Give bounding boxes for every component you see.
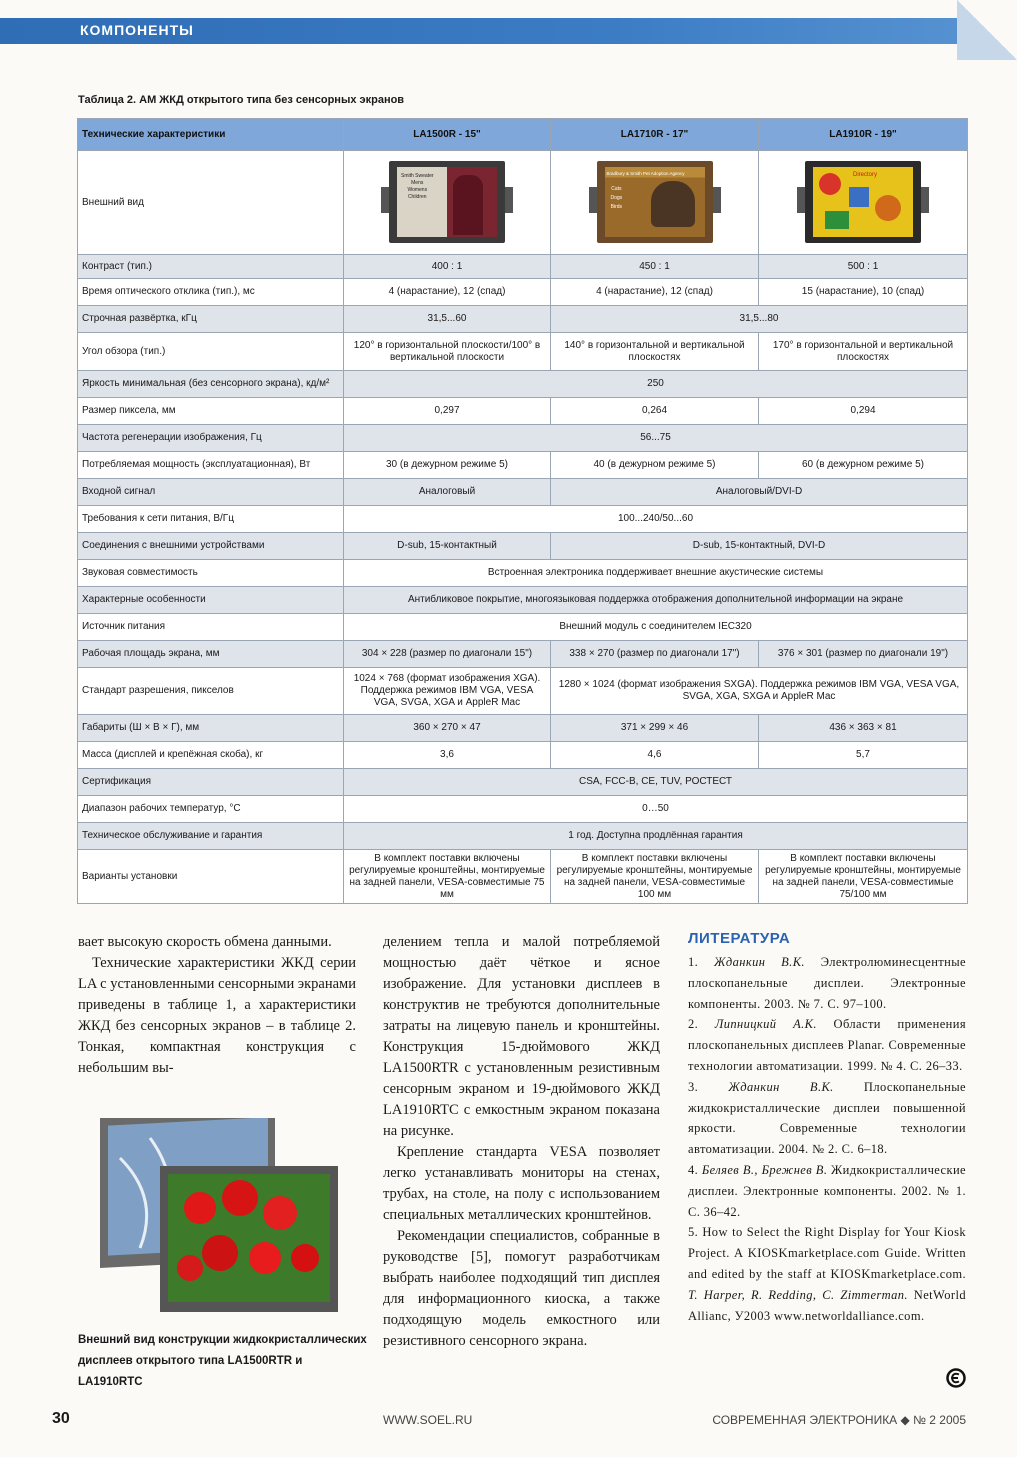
table-cell: 100...240/50...60 [344, 506, 968, 533]
journal-logo-icon [946, 1368, 966, 1388]
row-label: Строчная развёртка, кГц [78, 306, 344, 333]
table-cell: 0,264 [551, 398, 759, 425]
row-label: Масса (дисплей и крепёжная скоба), кг [78, 742, 344, 769]
table-cell: CSA, FCC-B, CE, TUV, РОСТЕСТ [344, 769, 968, 796]
table-row [78, 452, 968, 479]
row-label: Соединения с внешними устройствами [78, 533, 344, 560]
table-cell: 170° в горизонтальной и вертикальной плоскостях [759, 333, 968, 371]
product-image-la1910r: Directory [759, 151, 968, 255]
row-label: Источник питания [78, 614, 344, 641]
table-row [78, 279, 968, 306]
table-cell: 30 (в дежурном режиме 5) [344, 452, 551, 479]
table-row [78, 587, 968, 614]
table-cell: 5,7 [759, 742, 968, 769]
text-column-2 [383, 932, 660, 1352]
reference-item: 2. Липницкий А.К. Области применения плоскопанельных дисплеев Planar. Современные технологии автоматизации. 1999. № 4. С. 26–33. [688, 1017, 966, 1073]
table-cell: 1 год. Доступна продлённая гарантия [344, 823, 968, 850]
table-cell: 40 (в дежурном режиме 5) [551, 452, 759, 479]
table-cell: 4,6 [551, 742, 759, 769]
table-row [78, 255, 968, 279]
table-row [78, 506, 968, 533]
section-title: КОМПОНЕНТЫ [80, 22, 194, 38]
row-label: Требования к сети питания, В/Гц [78, 506, 344, 533]
table-row [78, 850, 968, 904]
row-label: Потребляемая мощность (эксплуатационная), Вт [78, 452, 344, 479]
table-cell: 140° в горизонтальной и вертикальной плоскостях [551, 333, 759, 371]
table-cell: 120° в горизонтальной плоскости/100° в вертикальной плоскости [344, 333, 551, 371]
table-row [78, 425, 968, 452]
table-header-row [78, 119, 968, 151]
table-row [78, 614, 968, 641]
table-title: Таблица 2. АМ ЖКД открытого типа без сенсорных экранов [78, 94, 405, 106]
table-cell: 376 × 301 (размер по диагонали 19") [759, 641, 968, 668]
product-image-la1710r: Bradbury & Smith Pet Adoption Agency Cats Dogs Birds [551, 151, 759, 255]
table-row [78, 796, 968, 823]
header-cell: LA1500R - 15" [344, 119, 551, 151]
footer-journal: СОВРЕМЕННАЯ ЭЛЕКТРОНИКА ◆ № 2 2005 [712, 1413, 966, 1427]
row-label: Размер пиксела, мм [78, 398, 344, 425]
row-label: Внешний вид [78, 151, 344, 255]
table-row [78, 823, 968, 850]
table-cell: 371 × 299 × 46 [551, 715, 759, 742]
header-cell: LA1710R - 17" [551, 119, 759, 151]
header-cell: Технические характеристики [78, 119, 344, 151]
table-cell: 400 : 1 [344, 255, 551, 279]
text-column-1 [78, 932, 356, 1079]
reference-item: 4. Беляев В., Брежнев В. Жидкокристаллические дисплеи. Электронные компоненты. 2002. № 1. С. 36–42. [688, 1162, 967, 1219]
paragraph: Рекомендации специалистов, собранные в руководстве [5], помогут разработчикам выбрать наиболее подходящий тип дисплея для информационного киоска, а также подходящую модель емкостного или резистивного сенсорного экрана. [383, 1228, 660, 1349]
row-label: Звуковая совместимость [78, 560, 344, 587]
paragraph: вает высокую скорость обмена данными. [78, 934, 332, 950]
table-row [78, 560, 968, 587]
table-cell: 15 (нарастание), 10 (спад) [759, 279, 968, 306]
table-cell: Аналоговый/DVI-D [551, 479, 968, 506]
section-header [0, 18, 1017, 44]
table-cell: 56...75 [344, 425, 968, 452]
table-cell: Аналоговый [344, 479, 551, 506]
table-cell: 4 (нарастание), 12 (спад) [551, 279, 759, 306]
table-cell: В комплект поставки включены регулируемые кронштейны, монтируемые на задней панели, VESA-совместимые 100 мм [551, 850, 759, 904]
table-cell: 60 (в дежурном режиме 5) [759, 452, 968, 479]
table-cell: 31,5...60 [344, 306, 551, 333]
table-cell: Антибликовое покрытие, многоязыковая поддержка отображения дополнительной информации на экране [344, 587, 968, 614]
reference-item: 5. How to Select the Right Display for Your Kiosk Project. A KIOSKmarketplace.com Guide. Written and edited by the staff at KIOSKmarketplace.com. T. Harper, R. Redding, C. Zimmerman. NetWorld Allianc, У2003 www.networldalliance.com. [688, 1225, 966, 1323]
table-row [78, 533, 968, 560]
paragraph: Крепление стандарта VESA позволяет легко устанавливать мониторы на стенах, трубах, на столе, на полу с использованием специальных металлических кронштейнов. [383, 1144, 660, 1223]
table-row [78, 668, 968, 715]
table-row [78, 742, 968, 769]
row-label: Габариты (Ш × В × Г), мм [78, 715, 344, 742]
spec-table [77, 118, 968, 904]
table-row [78, 306, 968, 333]
table-cell: 360 × 270 × 47 [344, 715, 551, 742]
row-label: Входной сигнал [78, 479, 344, 506]
table-cell: 1024 × 768 (формат изображения XGA). Поддержка режимов IBM VGA, VESA VGA, SVGA, XGA и AppleR Mac [344, 668, 551, 715]
table-row [78, 398, 968, 425]
lcd-photo [100, 1118, 340, 1318]
row-label: Рабочая площадь экрана, мм [78, 641, 344, 668]
literature-title: ЛИТЕРАТУРА [688, 930, 791, 947]
paragraph: делением тепла и малой потребляемой мощностью даёт чёткое и ясное изображение. Для установки дисплеев в конструктив не требуются дополнительные затраты на лицевую панель и кронштейны. Конструкция 15-дюймового ЖКД LA1500RTR с установленным резистивным сенсорным экраном и 19-дюймового ЖКД LA1910RTC с емкостным экраном показана на рисунке. [383, 934, 660, 1139]
row-label: Контраст (тип.) [78, 255, 344, 279]
row-label: Частота регенерации изображения, Гц [78, 425, 344, 452]
table-row [78, 641, 968, 668]
table-cell: 0,294 [759, 398, 968, 425]
product-image-la1500r: Smith Sweater Mens Womens Children [344, 151, 551, 255]
table-cell: 0,297 [344, 398, 551, 425]
literature-list [688, 952, 966, 1326]
table-cell: 0…50 [344, 796, 968, 823]
row-label: Стандарт разрешения, пикселов [78, 668, 344, 715]
table-cell: Внешний модуль с соединителем IEC320 [344, 614, 968, 641]
header-cell: LA1910R - 19" [759, 119, 968, 151]
table-cell: 3,6 [344, 742, 551, 769]
table-cell: 450 : 1 [551, 255, 759, 279]
row-label: Время оптического отклика (тип.), мс [78, 279, 344, 306]
table-cell: 31,5...80 [551, 306, 968, 333]
table-row [78, 715, 968, 742]
row-label: Варианты установки [78, 850, 344, 904]
table-row [78, 371, 968, 398]
figure-caption: Внешний вид конструкции жидкокристаллических дисплеев открытого типа LA1500RTR и LA1910RTC [78, 1334, 367, 1388]
table-cell: Встроенная электроника поддерживает внешние акустические системы [344, 560, 968, 587]
row-label: Яркость минимальная (без сенсорного экрана), кд/м² [78, 371, 344, 398]
table-cell: В комплект поставки включены регулируемые кронштейны, монтируемые на задней панели, VESA-совместимые 75 мм [344, 850, 551, 904]
table-row [78, 333, 968, 371]
table-cell: 436 × 363 × 81 [759, 715, 968, 742]
reference-item: 3. Жданкин В.К. Плоскопанельные жидкокристаллические дисплеи повышенной яркости. Современные технологии автоматизации. 2004. № 2. С. 6–18. [688, 1079, 967, 1157]
table-row [78, 769, 968, 796]
table-cell: D-sub, 15-контактный, DVI-D [551, 533, 968, 560]
page-corner-decoration [957, 0, 1017, 60]
reference-item: 1. Жданкин В.К. Электролюминесцентные плоскопанельные дисплеи. Электронные компоненты. 2003. № 7. С. 97–100. [688, 955, 966, 1011]
page-number: 30 [52, 1410, 70, 1427]
row-label: Сертификация [78, 769, 344, 796]
table-cell: D-sub, 15-контактный [344, 533, 551, 560]
table-row [78, 151, 968, 255]
table-row [78, 479, 968, 506]
table-cell: 250 [344, 371, 968, 398]
row-label: Угол обзора (тип.) [78, 333, 344, 371]
table-cell: 304 × 228 (размер по диагонали 15") [344, 641, 551, 668]
footer-site: WWW.SOEL.RU [383, 1413, 473, 1427]
row-label: Характерные особенности [78, 587, 344, 614]
row-label: Диапазон рабочих температур, °С [78, 796, 344, 823]
row-label: Техническое обслуживание и гарантия [78, 823, 344, 850]
table-cell: В комплект поставки включены регулируемые кронштейны, монтируемые на задней панели, VESA-совместимые 75/100 мм [759, 850, 968, 904]
table-cell: 4 (нарастание), 12 (спад) [344, 279, 551, 306]
table-cell: 500 : 1 [759, 255, 968, 279]
table-cell: 338 × 270 (размер по диагонали 17") [551, 641, 759, 668]
table-cell: 1280 × 1024 (формат изображения SXGA). Поддержка режимов IBM VGA, VESA VGA, SVGA, XGA, SXGA и AppleR Mac [551, 668, 968, 715]
paragraph: Технические характеристики ЖКД серии LA с установленными сенсорными экранами приведены в таблице 1, а характеристики ЖКД без сенсорных экранов – в таблице 2. Тонкая, компактная конструкция с небольшим вы- [78, 955, 356, 1076]
